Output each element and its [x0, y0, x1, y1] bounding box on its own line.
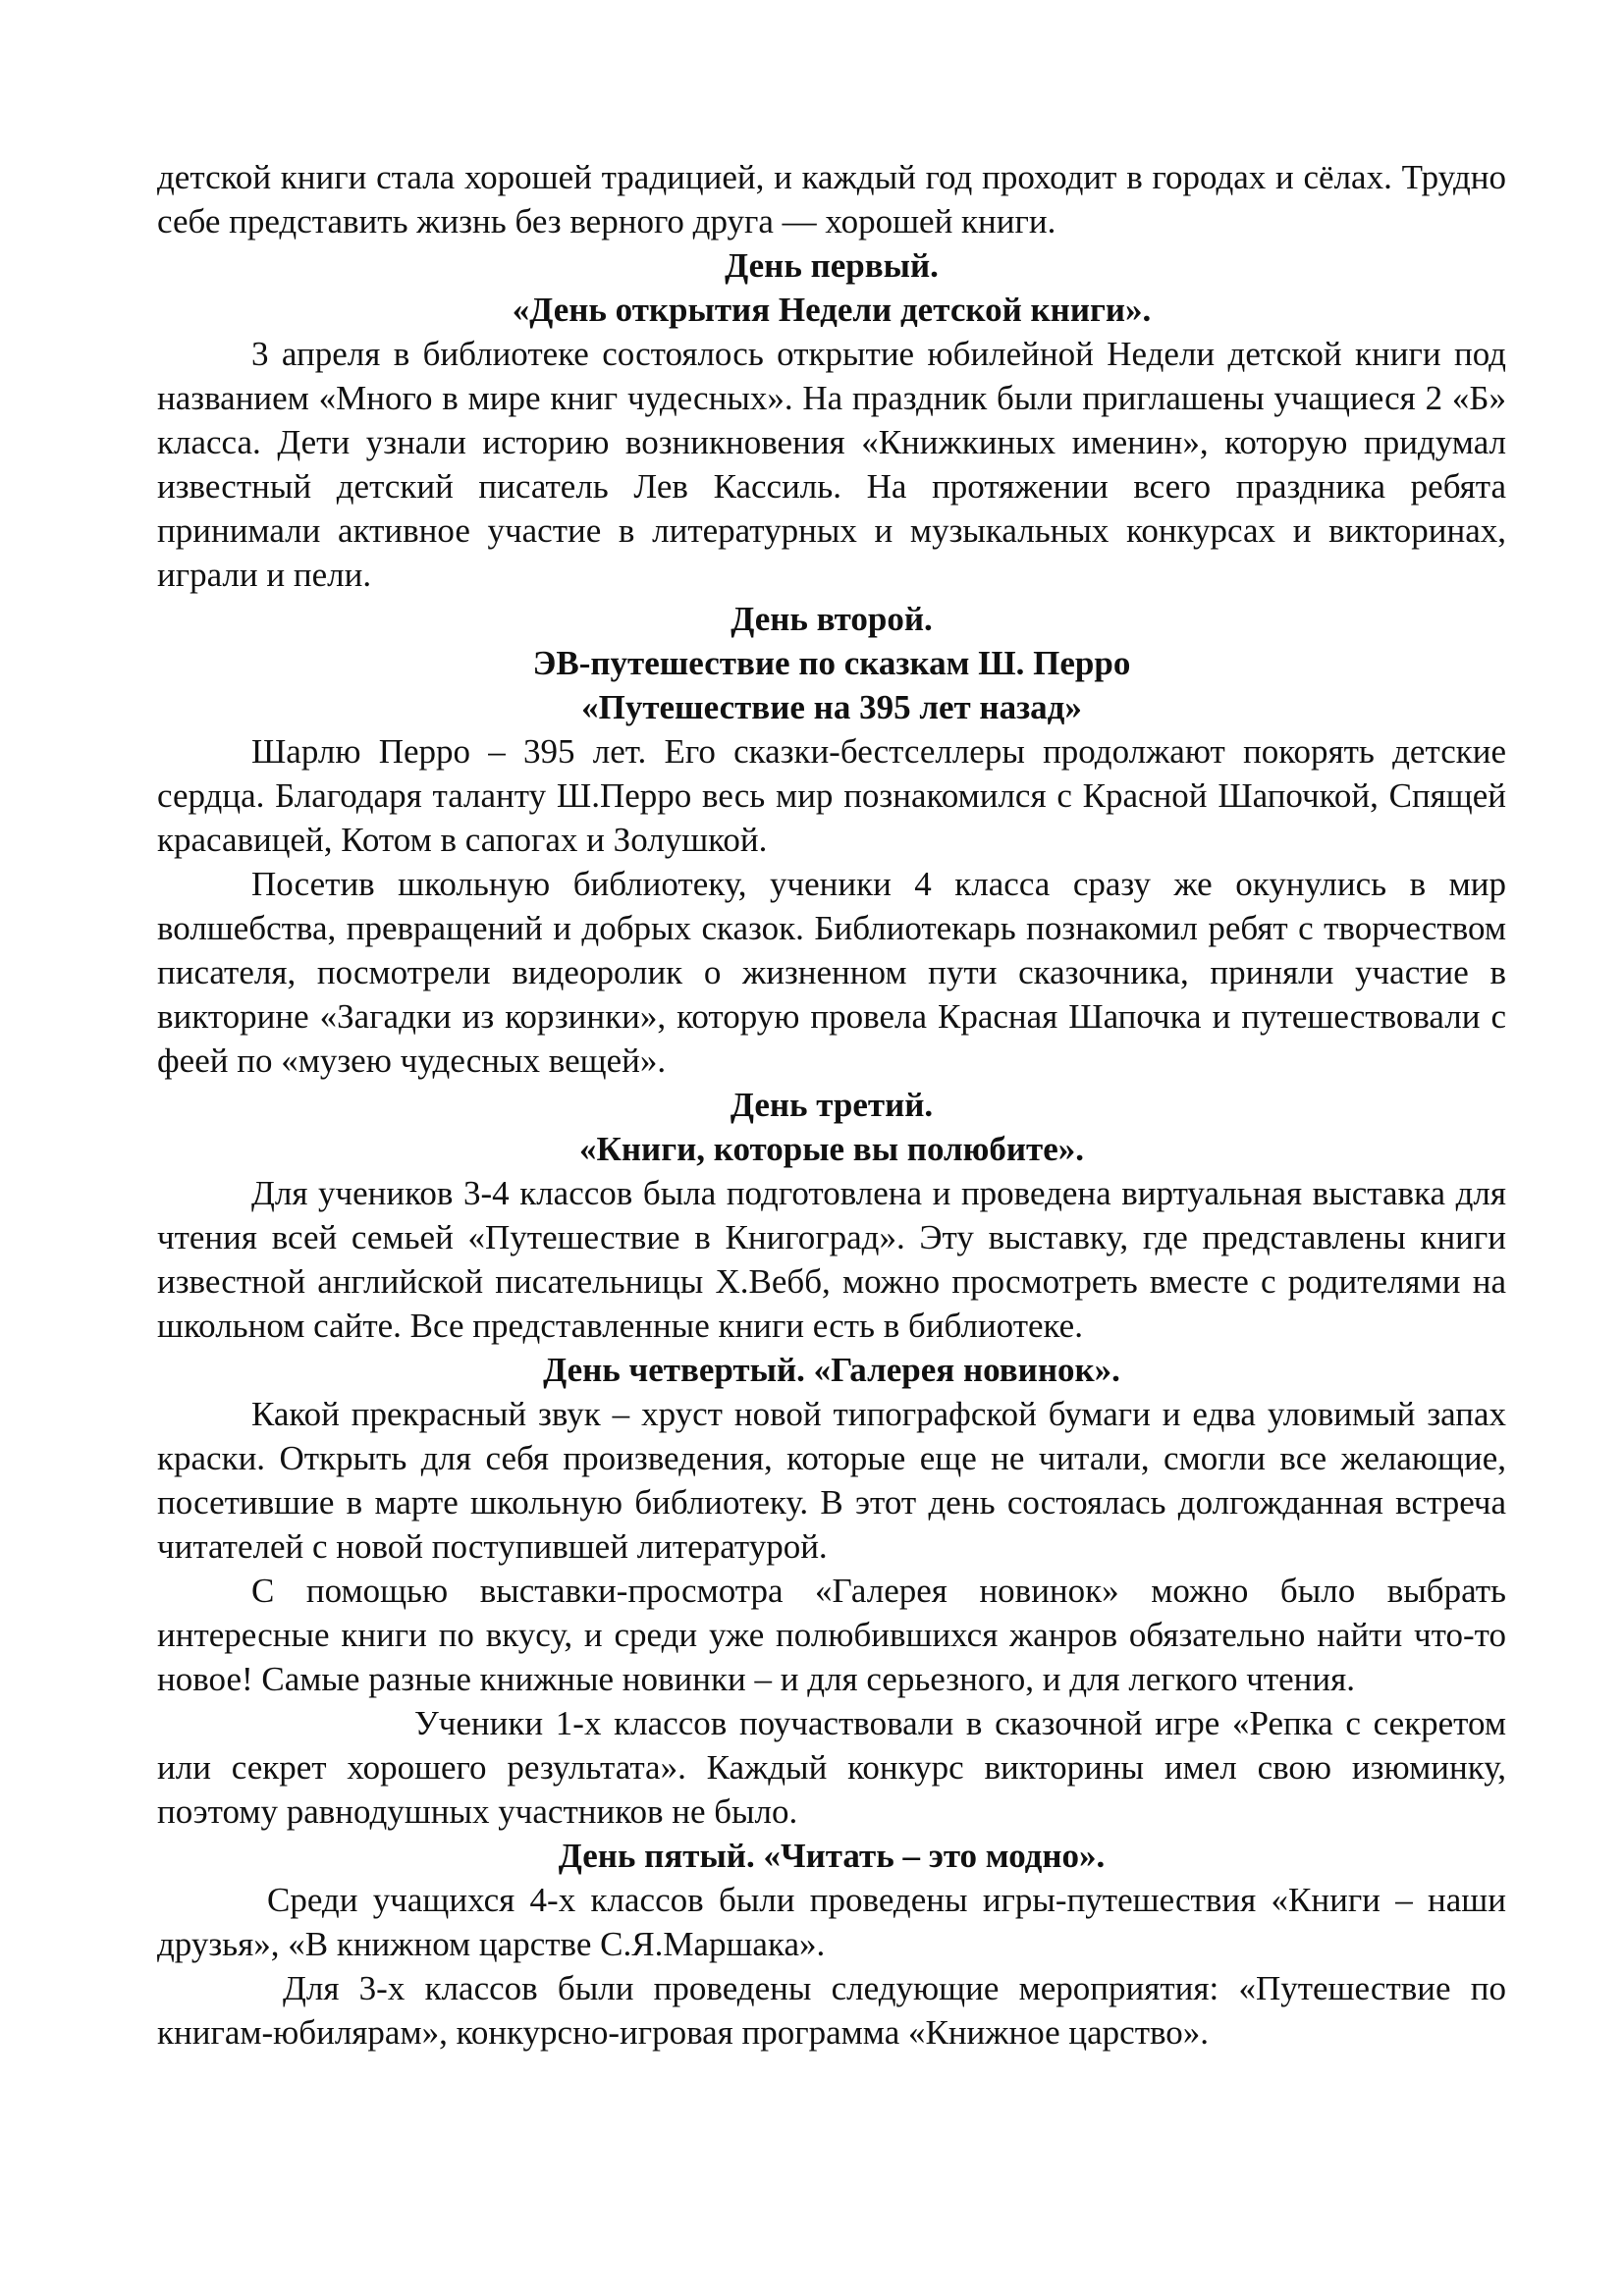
document-page [157, 155, 1506, 2055]
heading-day-two: День второй. [731, 600, 933, 638]
day-four-paragraph-1: Какой прекрасный звук – хруст новой типографской бумаги и едва уловимый запах краски. Открыть для себя произведения, которые еще не читали, смогли все желающие, посетившие в марте школьную библиотеку. В этот день состоялась долгожданная встреча читателей с новой поступившей литературой. [157, 1395, 1506, 1566]
day-four-paragraph-3: Ученики 1-х классов поучаствовали в сказочной игре «Репка с секретом или секрет хорошего результата». Каждый конкурс викторины имел свою изюминку, поэтому равнодушных участников не было. [157, 1704, 1506, 1831]
day-five-paragraph-1: Среди учащихся 4-х классов были проведены игры-путешествия «Книги – наши друзья», «В книжном царстве С.Я.Маршака». [157, 1881, 1506, 1963]
day-five-paragraph-2: Для 3-х классов были проведены следующие мероприятия: «Путешествие по книгам-юбилярам», конкурсно-игровая программа «Книжное царство». [157, 1969, 1506, 2052]
intro-paragraph: детской книги стала хорошей традицией, и каждый год проходит в городах и сёлах. Трудно себе представить жизнь без верного друга — хорошей книги. [157, 158, 1506, 240]
heading-day-two-subtitle: ЭВ-путешествие по сказкам Ш. Перро [532, 644, 1131, 682]
heading-day-two-title: «Путешествие на 395 лет назад» [581, 688, 1082, 726]
day-one-paragraph: 3 апреля в библиотеке состоялось открытие юбилейной Недели детской книги под названием «Много в мире книг чудесных». На праздник были приглашены учащиеся 2 «Б» класса. Дети узнали историю возникновения «Книжкиных именин», которую придумал известный детский писатель Лев Кассиль. На протяжении всего праздника ребята принимали активное участие в литературных и музыкальных конкурсах и викторинах, играли и пели. [157, 335, 1506, 594]
heading-day-five: День пятый. «Читать – это модно». [558, 1837, 1106, 1875]
day-four-paragraph-2: С помощью выставки-просмотра «Галерея новинок» можно было выбрать интересные книги по вкусу, и среди уже полюбившихся жанров обязательно найти что-то новое! Самые разные книжные новинки – и для серьезного, и для легкого чтения. [157, 1572, 1506, 1698]
heading-day-four: День четвертый. «Галерея новинок». [543, 1351, 1120, 1389]
heading-day-one-title: «День открытия Недели детской книги». [512, 291, 1152, 329]
day-three-paragraph: Для учеников 3-4 классов была подготовлена и проведена виртуальная выставка для чтения всей семьей «Путешествие в Книгоград». Эту выставку, где представлены книги известной английской писательницы Х.Вебб, можно просмотреть вместе с родителями на школьном сайте. Все представленные книги есть в библиотеке. [157, 1174, 1506, 1345]
heading-day-one: День первый. [725, 246, 939, 285]
heading-day-three: День третий. [730, 1086, 934, 1124]
heading-day-three-title: «Книги, которые вы полюбите». [578, 1130, 1085, 1168]
day-two-paragraph-1: Шарлю Перро – 395 лет. Его сказки-бестселлеры продолжают покорять детские сердца. Благодаря таланту Ш.Перро весь мир познакомился с Красной Шапочкой, Спящей красавицей, Котом в сапогах и Золушкой. [157, 732, 1506, 859]
day-two-paragraph-2: Посетив школьную библиотеку, ученики 4 класса сразу же окунулись в мир волшебства, превращений и добрых сказок. Библиотекарь познакомил ребят с творчеством писателя, посмотрели видеоролик о жизненном пути сказочника, приняли участие в викторине «Загадки из корзинки», которую провела Красная Шапочка и путешествовали с феей по «музею чудесных вещей». [157, 865, 1506, 1080]
